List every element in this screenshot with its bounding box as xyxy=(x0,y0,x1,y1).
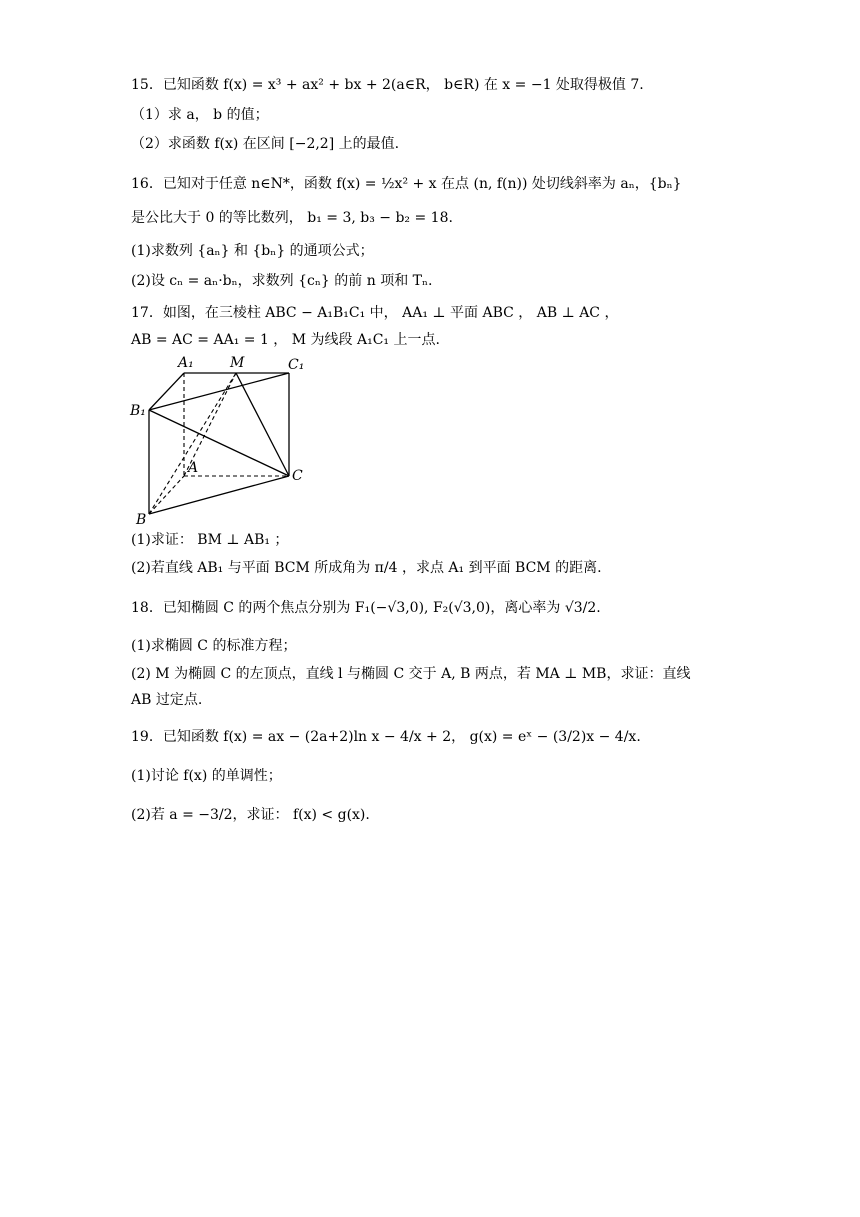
problem-15-part-2: （2）求函数 f(x) 在区间 [−2,2] 上的最值. xyxy=(131,136,400,152)
problem-16-statement-cont: 是公比大于 0 的等比数列， b₁ = 3, b₃ − b₂ = 18. xyxy=(131,210,453,226)
problem-19-statement: 19．已知函数 f(x) = ax − (2a+2)ln x − 4/x + 2， g(x) = eˣ − (3/2)x − 4/x. xyxy=(131,729,641,745)
label-B1: B₁ xyxy=(130,403,146,419)
problem-19-part-2: (2)若 a = −3/2，求证： f(x) < g(x). xyxy=(131,807,370,823)
label-B: B xyxy=(136,512,147,527)
label-C: C xyxy=(292,468,303,484)
problem-17-statement-cont: AB = AC = AA₁ = 1 ， M 为线段 A₁C₁ 上一点. xyxy=(131,332,440,348)
triangular-prism-figure xyxy=(128,352,318,527)
problem-16-statement: 16．已知对于任意 n∈N*，函数 f(x) = ½x² + x 在点 (n, f(n)) 处切线斜率为 aₙ，{bₙ} xyxy=(131,176,682,192)
problem-17-statement: 17．如图，在三棱柱 ABC − A₁B₁C₁ 中， AA₁ ⊥ 平面 ABC ， AB ⊥ AC ， xyxy=(131,305,619,321)
label-M: M xyxy=(230,355,245,371)
problem-17-part-1: (1)求证： BM ⊥ AB₁ ； xyxy=(131,532,289,548)
problem-18-part-2: (2) M 为椭圆 C 的左顶点，直线 l 与椭圆 C 交于 A, B 两点，若 MA ⊥ MB，求证：直线 xyxy=(131,666,691,682)
problem-18-part-2-cont: AB 过定点. xyxy=(131,692,203,708)
problem-18-part-1: (1)求椭圆 C 的标准方程； xyxy=(131,638,297,654)
problem-16-part-1: (1)求数列 {aₙ} 和 {bₙ} 的通项公式； xyxy=(131,243,374,259)
problem-18-statement: 18．已知椭圆 C 的两个焦点分别为 F₁(−√3,0), F₂(√3,0)，离心率为 √3/2. xyxy=(131,600,601,616)
problem-17-part-2: (2)若直线 AB₁ 与平面 BCM 所成角为 π/4 ，求点 A₁ 到平面 BCM 的距离. xyxy=(131,560,602,576)
label-A1: A₁ xyxy=(178,355,194,371)
label-C1: C₁ xyxy=(288,357,305,373)
problem-15-statement: 15．已知函数 f(x) = x³ + ax² + bx + 2(a∈R， b∈R) 在 x = −1 处取得极值 7. xyxy=(131,77,644,93)
problem-16-part-2: (2)设 cₙ = aₙ·bₙ，求数列 {cₙ} 的前 n 项和 Tₙ. xyxy=(131,273,433,289)
problem-15-part-1: （1）求 a， b 的值； xyxy=(131,107,269,123)
label-A: A xyxy=(188,460,199,476)
problem-19-part-1: (1)讨论 f(x) 的单调性； xyxy=(131,768,282,784)
